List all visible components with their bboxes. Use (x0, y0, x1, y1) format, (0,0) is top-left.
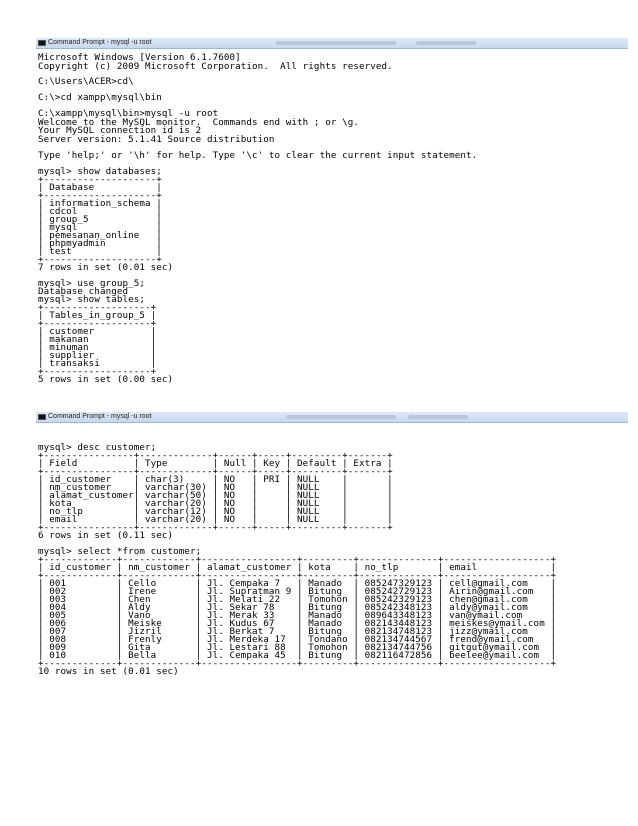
cmd-icon (38, 40, 46, 46)
console-line: 5 rows in set (0.00 sec) (38, 374, 174, 385)
console-line: | nm_customer | varchar(30) | NO | | NULL | | (38, 482, 393, 493)
cmd-icon (38, 414, 46, 420)
console-line: mysql> select *from customer; (38, 546, 202, 557)
console-line: | no_tlp | varchar(12) | NO | | NULL | | (38, 506, 393, 517)
console-line: +-------------------+ (38, 302, 157, 313)
titlebar-glare (416, 41, 476, 45)
console-line: | supplier | (38, 350, 157, 361)
console-line: Your MySQL connection id is 2 (38, 125, 202, 136)
window-titlebar[interactable] (36, 412, 628, 423)
console-line: +----------------+-------------+------+-----+---------+-------+ (38, 450, 393, 461)
cmd-window-2 (36, 412, 628, 692)
console-line: mysql> desc customer; (38, 442, 157, 453)
console-line: | 006 | Meiske | Jl. Kudus 67 | Manado | 082143448123 | meiskes@ymail.com | (38, 618, 557, 629)
console-line: | 003 | Chen | Jl. Melati 22 | Tomohon | 085242329123 | chen@gmail.com | (38, 594, 557, 605)
console-line: +--------------------+ (38, 190, 162, 201)
console-line: C:\>cd xampp\mysql\bin (38, 92, 162, 103)
console-line: | 007 | Jizril | Jl. Berkat 7 | Bitung | 082134748123 | jizz@ymail.com | (38, 626, 557, 637)
console-line: | pemesanan_online | (38, 230, 162, 241)
console-line: | minuman | (38, 342, 157, 353)
console-line: | 002 | Irene | Jl. Supratman 9 | Bitung | 085242729123 | Airin@gmail.com | (38, 586, 557, 597)
console-line: | Database | (38, 182, 162, 193)
titlebar-glare (408, 415, 468, 419)
console-line: Copyright (c) 2009 Microsoft Corporation. All rights reserved. (38, 61, 393, 72)
console-line: | email | varchar(20) | NO | | NULL | | (38, 514, 393, 525)
console-line: | transaksi | (38, 358, 157, 369)
console-line: | makanan | (38, 334, 157, 345)
console-line: Database changed (38, 286, 129, 297)
console-line: | 010 | Bella | Jl. Cempaka 45 | Bitung | 082116472856 | beelee@ymail.com | (38, 650, 557, 661)
console-line: Server version: 5.1.41 Source distribution (38, 134, 275, 145)
console-line: mysql> show tables; (38, 294, 145, 305)
console-line: | group_5 | (38, 214, 162, 225)
console-line: +-------------------+ (38, 318, 157, 329)
window-titlebar[interactable] (36, 38, 628, 49)
console-line: 10 rows in set (0.01 sec) (38, 666, 179, 677)
console-line: | 001 | Cello | Jl. Cempaka 7 | Manado | 085247329123 | cell@gmail.com | (38, 578, 557, 589)
console-line: | 008 | Frenly | Jl. Merdeka 17 | Tondano | 082134744567 | frend@ymail.com | (38, 634, 557, 645)
console-line: | customer | (38, 326, 157, 337)
console-line: +-------------+-------------+-----------------+---------+--------------+-------------------+ (38, 658, 557, 669)
window-title: Command Prompt - mysql -u root (48, 39, 152, 46)
console-line: | id_customer | nm_customer | alamat_customer | kota | no_tlp | email | (38, 562, 557, 573)
window-title: Command Prompt - mysql -u root (48, 413, 152, 420)
console-line: | mysql | (38, 222, 162, 233)
console-line: | phpmyadmin | (38, 238, 162, 249)
console-line: C:\Users\ACER>cd\ (38, 76, 134, 87)
console-line: +-------------------+ (38, 366, 157, 377)
console-line: 7 rows in set (0.01 sec) (38, 262, 174, 273)
console-line: +-------------+-------------+-----------------+---------+--------------+-------------------+ (38, 570, 557, 581)
console-line: | test | (38, 246, 162, 257)
console-line: | 005 | Vano | Jl. Merak 33 | Manado | 089643348123 | van@ymail.com | (38, 610, 557, 621)
console-line: +--------------------+ (38, 254, 162, 265)
cmd-window-1 (36, 38, 628, 385)
console-line: +----------------+-------------+------+-----+---------+-------+ (38, 522, 393, 533)
titlebar-glare (276, 41, 396, 45)
console-line: Type 'help;' or '\h' for help. Type '\c' to clear the current input statement. (38, 150, 478, 161)
console-line: | Tables_in_group_5 | (38, 310, 157, 321)
console-line: | alamat_customer| varchar(50) | NO | | NULL | | (38, 490, 393, 501)
console-line: +----------------+-------------+------+-----+---------+-------+ (38, 466, 393, 477)
console-line: +--------------------+ (38, 174, 162, 185)
console-line: | 004 | Aldy | Jl. Sekar 78 | Bitung | 085242348123 | aldy@ymail.com | (38, 602, 557, 613)
console-line: 6 rows in set (0.11 sec) (38, 530, 174, 541)
console-line: | id_customer | char(3) | NO | PRI | NULL | | (38, 474, 393, 485)
console-line: Microsoft Windows [Version 6.1.7600] (38, 52, 241, 63)
titlebar-glare (286, 415, 396, 419)
console-line: | Field | Type | Null | Key | Default | Extra | (38, 458, 393, 469)
console-line: mysql> use group_5; (38, 278, 145, 289)
console-line: | cdcol | (38, 206, 162, 217)
console-line: mysql> show databases; (38, 166, 162, 177)
console-line: +-------------+-------------+-----------------+---------+--------------+-------------------+ (38, 554, 557, 565)
console-line: | information_schema | (38, 198, 162, 209)
console-line: C:\xampp\mysql\bin>mysql -u root (38, 108, 219, 119)
console-line: | kota | varchar(20) | NO | | NULL | | (38, 498, 393, 509)
console-line: Welcome to the MySQL monitor. Commands end with ; or \g. (38, 117, 359, 128)
console-line: | 009 | Gita | Jl. Lestari 88 | Tomohon | 082134744756 | gitgut@ymail.com | (38, 642, 557, 653)
